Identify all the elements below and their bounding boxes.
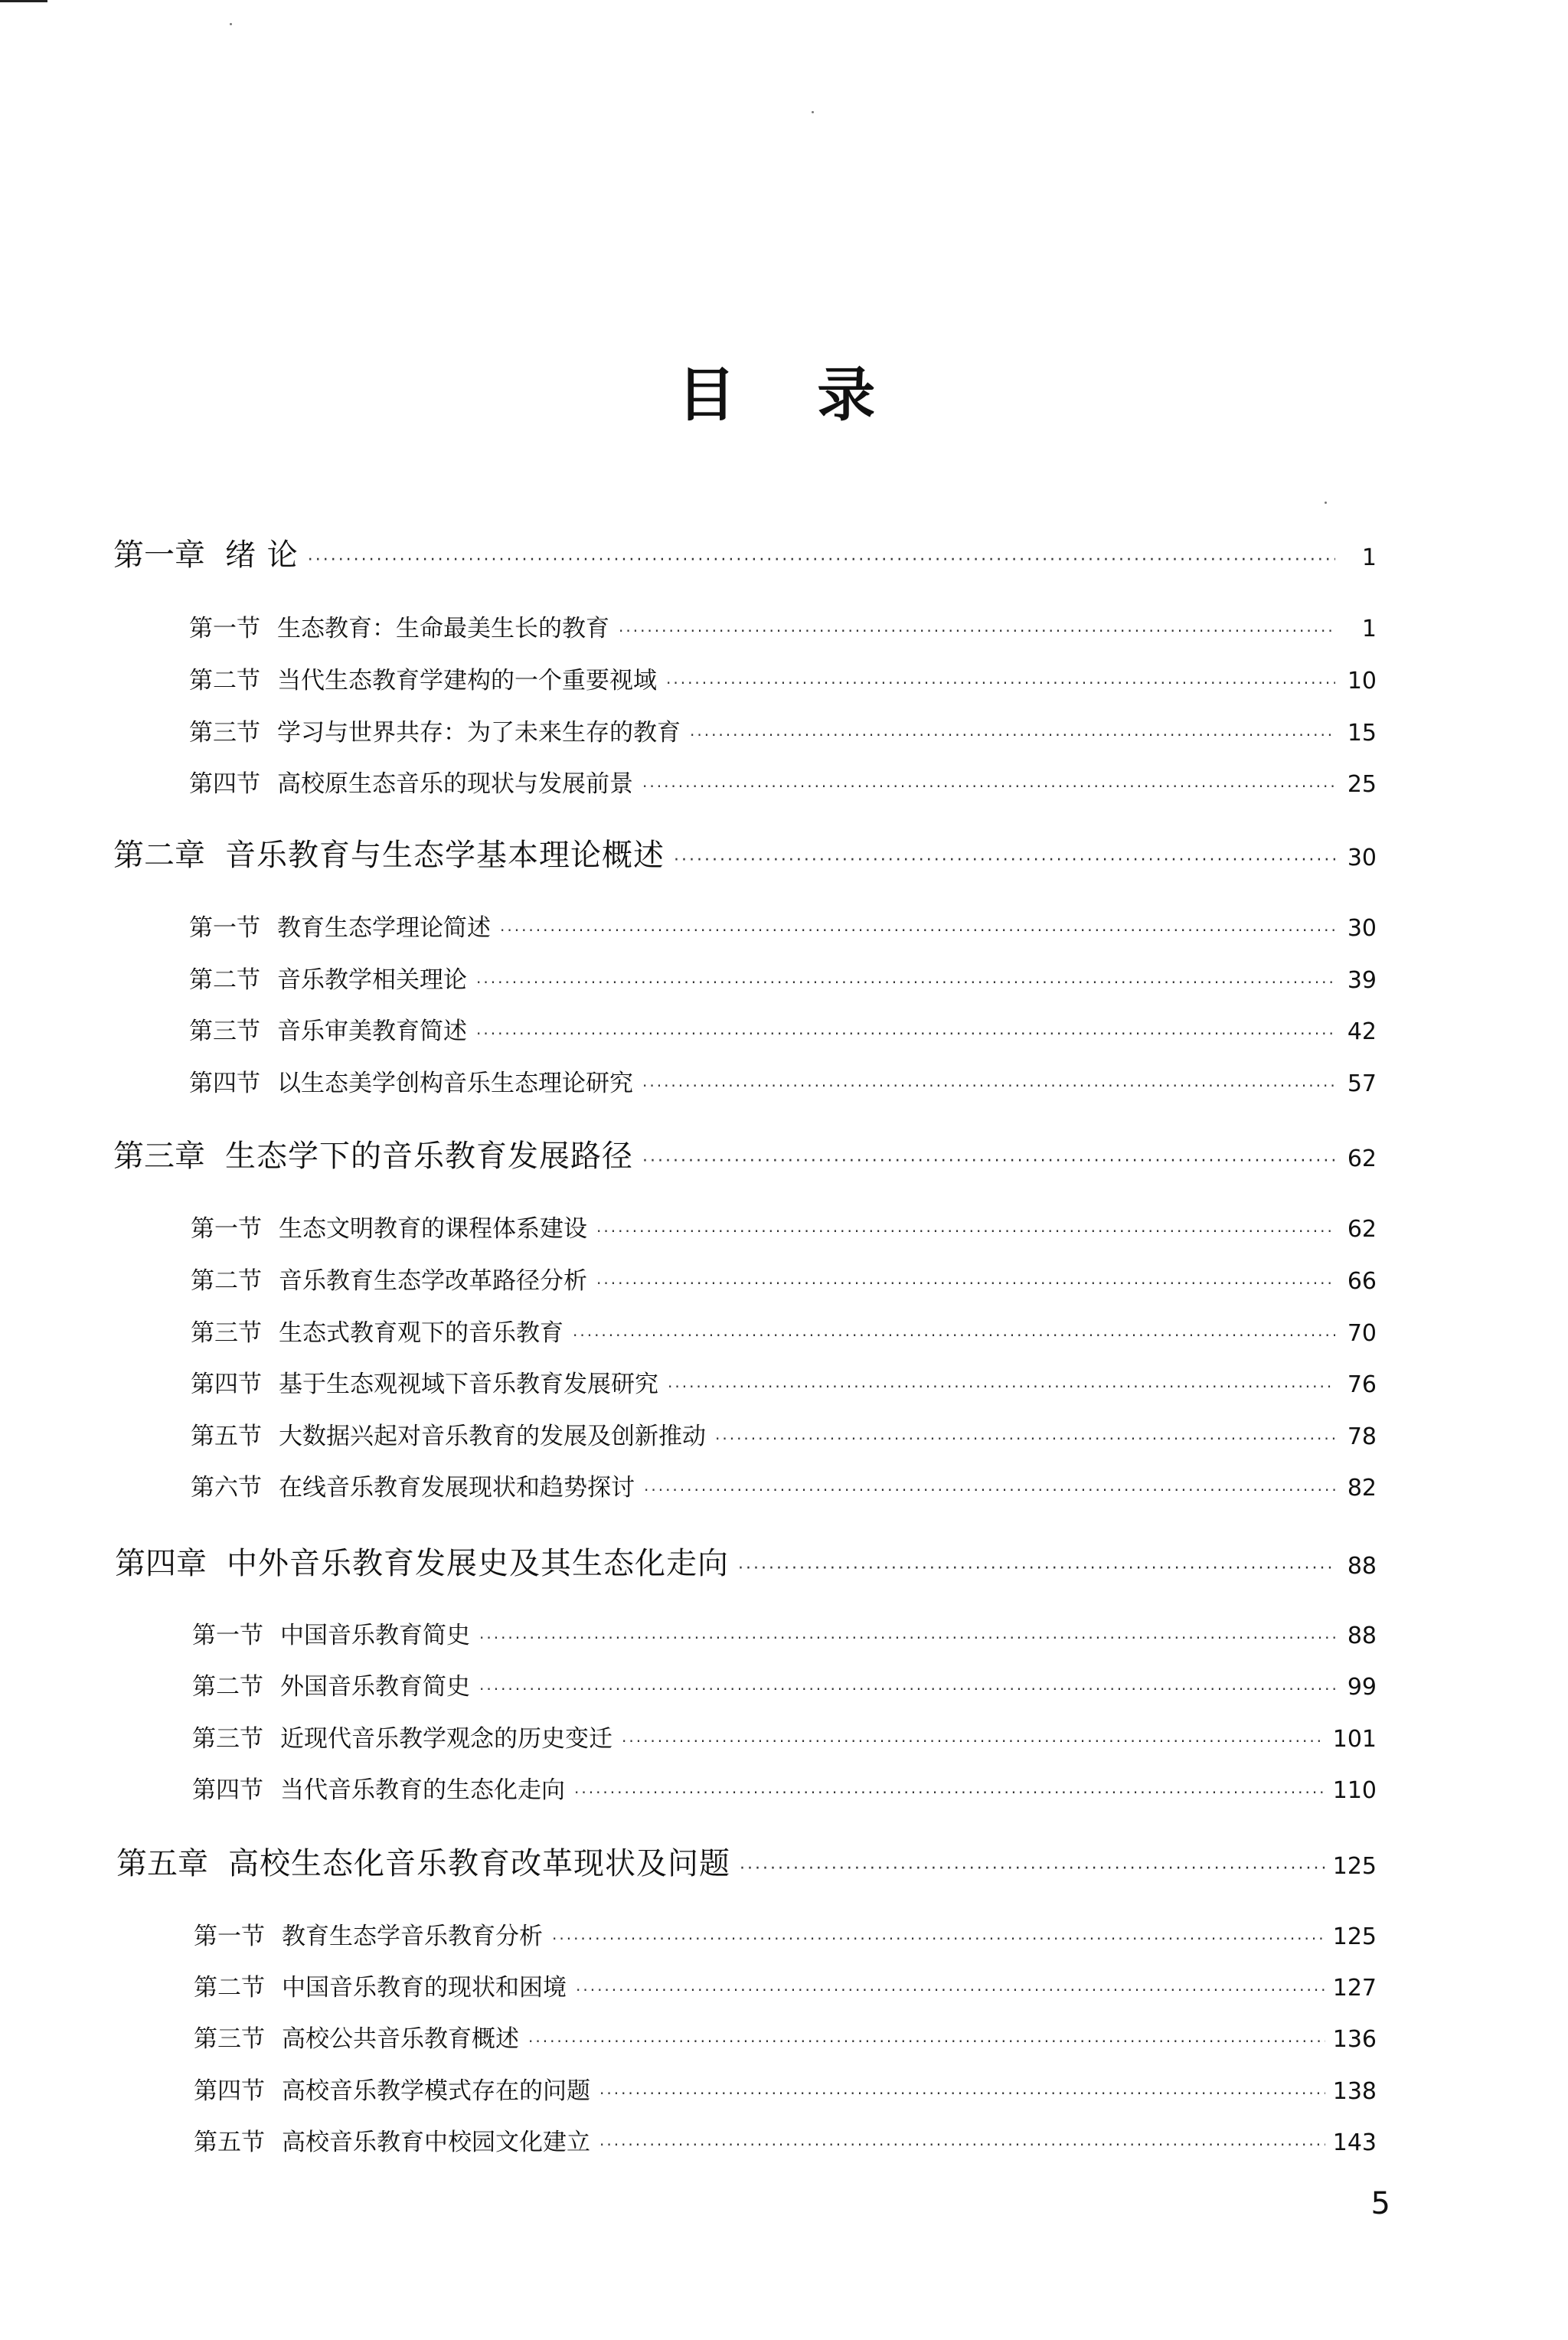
chapter-number: 第一章 <box>113 538 205 573</box>
section-page: 127 <box>1332 1975 1377 2002</box>
chapter-page: 88 <box>1347 1553 1377 1580</box>
section-title: 学习与世界共存：为了未来生存的教育 <box>277 719 681 747</box>
section-number: 第四节 <box>189 770 260 798</box>
dot-leader <box>644 1481 1335 1499</box>
toc-section[interactable] <box>194 1968 1377 2002</box>
dot-leader <box>715 1430 1335 1448</box>
section-title: 教育生态学音乐教育分析 <box>282 1923 543 1950</box>
section-title: 生态文明教育的课程体系建设 <box>279 1215 587 1243</box>
toc-chapter[interactable] <box>115 1539 1377 1583</box>
section-page: 42 <box>1347 1018 1377 1045</box>
chapter-page: 62 <box>1347 1145 1377 1172</box>
section-page: 66 <box>1347 1268 1377 1295</box>
section-number: 第一节 <box>192 1622 263 1649</box>
section-number: 第二节 <box>189 667 260 694</box>
section-title: 近现代音乐教学观念的历史变迁 <box>280 1725 612 1753</box>
toc-section[interactable] <box>192 1667 1377 1701</box>
section-page: 1 <box>1361 616 1377 642</box>
scan-speck <box>812 111 814 113</box>
dot-leader <box>596 1274 1335 1293</box>
toc-chapter[interactable] <box>113 531 1377 574</box>
toc-chapter[interactable] <box>113 831 1377 874</box>
toc-chapter[interactable] <box>113 1132 1377 1175</box>
toc-section[interactable] <box>189 713 1377 747</box>
section-page: 110 <box>1332 1777 1377 1804</box>
toc-section[interactable] <box>189 661 1377 695</box>
section-page: 82 <box>1347 1475 1377 1502</box>
chapter-number: 第二章 <box>113 838 205 873</box>
dot-leader <box>666 674 1335 692</box>
section-title: 在线音乐教育发展现状和趋势探讨 <box>279 1474 635 1502</box>
toc-section[interactable] <box>189 960 1377 995</box>
dot-leader <box>528 2032 1325 2051</box>
section-number: 第四节 <box>189 1070 260 1097</box>
toc-section[interactable] <box>189 764 1377 799</box>
section-page: 70 <box>1347 1320 1377 1347</box>
section-page: 39 <box>1347 967 1377 994</box>
section-title: 以生态美学创构音乐生态理论研究 <box>277 1070 633 1097</box>
toc-section[interactable] <box>192 1770 1377 1805</box>
dot-leader <box>476 973 1335 992</box>
section-title: 中国音乐教育的现状和困境 <box>282 1974 567 2002</box>
section-number: 第二节 <box>191 1267 262 1295</box>
section-title: 基于生态观视域下音乐教育发展研究 <box>279 1371 658 1398</box>
dot-leader <box>552 1930 1325 1948</box>
chapter-number: 第四章 <box>115 1546 207 1581</box>
dot-leader <box>599 2084 1325 2103</box>
page-number: 5 <box>1370 2186 1390 2221</box>
dot-leader <box>574 1783 1325 1802</box>
dot-leader <box>642 1152 1335 1171</box>
section-number: 第六节 <box>191 1474 262 1502</box>
dot-leader <box>576 1981 1325 1999</box>
section-page: 143 <box>1332 2129 1377 2156</box>
chapter-number: 第五章 <box>116 1846 208 1881</box>
section-page: 57 <box>1347 1070 1377 1097</box>
dot-leader <box>738 1559 1335 1578</box>
chapter-page: 30 <box>1347 845 1377 871</box>
dot-leader <box>476 1025 1335 1043</box>
chapter-title: 高校生态化音乐教育改革现状及问题 <box>228 1846 730 1881</box>
dot-leader <box>479 1629 1335 1647</box>
section-number: 第二节 <box>189 966 260 994</box>
toc-section[interactable] <box>191 1313 1377 1348</box>
section-title: 当代音乐教育的生态化走向 <box>280 1776 565 1804</box>
toc-section[interactable] <box>191 1209 1377 1244</box>
dot-leader <box>479 1680 1335 1698</box>
toc-section[interactable] <box>191 1468 1377 1502</box>
section-page: 88 <box>1347 1623 1377 1649</box>
toc-chapter[interactable] <box>116 1839 1377 1883</box>
dot-leader <box>573 1326 1335 1345</box>
scan-speck <box>1325 502 1327 504</box>
section-number: 第五节 <box>194 2129 265 2156</box>
toc-section[interactable] <box>189 609 1377 643</box>
section-title: 大数据兴起对音乐教育的发展及创新推动 <box>279 1423 706 1450</box>
chapter-page: 125 <box>1332 1853 1377 1880</box>
section-page: 25 <box>1347 771 1377 798</box>
section-title: 音乐教学相关理论 <box>277 966 467 994</box>
toc-section[interactable] <box>194 2019 1377 2054</box>
section-title: 音乐教育生态学改革路径分析 <box>279 1267 587 1295</box>
scan-speck <box>230 23 232 25</box>
section-number: 第一节 <box>194 1923 265 1950</box>
section-page: 76 <box>1347 1371 1377 1398</box>
section-number: 第三节 <box>191 1319 262 1347</box>
section-page: 125 <box>1332 1923 1377 1950</box>
chapter-title: 中外音乐教育发展史及其生态化走向 <box>227 1546 729 1581</box>
section-title: 高校公共音乐教育概述 <box>282 2025 519 2053</box>
section-number: 第四节 <box>192 1776 263 1804</box>
scan-corner-mark <box>0 0 47 2</box>
section-number: 第四节 <box>191 1371 262 1398</box>
dot-leader <box>642 1077 1335 1095</box>
section-page: 101 <box>1332 1726 1377 1753</box>
page-title: 目 录 <box>677 361 906 429</box>
toc-section[interactable] <box>194 2123 1377 2157</box>
toc-section[interactable] <box>189 1011 1377 1046</box>
section-number: 第三节 <box>192 1725 263 1753</box>
section-page: 30 <box>1347 915 1377 942</box>
section-page: 99 <box>1347 1674 1377 1701</box>
toc-section[interactable] <box>194 1917 1377 1951</box>
section-title: 高校音乐教学模式存在的问题 <box>282 2077 590 2105</box>
section-number: 第三节 <box>194 2025 265 2053</box>
section-title: 高校原生态音乐的现状与发展前景 <box>277 770 633 798</box>
section-title: 教育生态学理论简述 <box>277 914 491 942</box>
section-page: 15 <box>1347 720 1377 747</box>
chapter-page: 1 <box>1361 544 1377 571</box>
dot-leader <box>596 1222 1335 1240</box>
section-title: 当代生态教育学建构的一个重要视域 <box>277 667 657 694</box>
section-number: 第一节 <box>191 1215 262 1243</box>
section-number: 第一节 <box>189 615 260 642</box>
dot-leader <box>599 2136 1325 2154</box>
section-title: 高校音乐教育中校园文化建立 <box>282 2129 590 2156</box>
section-number: 第一节 <box>189 914 260 942</box>
chapter-title: 绪 论 <box>225 538 299 573</box>
section-title: 生态式教育观下的音乐教育 <box>279 1319 564 1347</box>
toc-section[interactable] <box>191 1261 1377 1296</box>
section-number: 第三节 <box>189 1018 260 1045</box>
section-title: 音乐审美教育简述 <box>277 1018 467 1045</box>
toc-section[interactable] <box>191 1417 1377 1451</box>
chapter-number: 第三章 <box>113 1139 205 1174</box>
chapter-title: 生态学下的音乐教育发展路径 <box>225 1139 633 1174</box>
dot-leader <box>740 1859 1325 1878</box>
dot-leader <box>674 851 1335 870</box>
section-title: 中国音乐教育简史 <box>280 1622 470 1649</box>
section-page: 138 <box>1332 2078 1377 2105</box>
section-title: 生态教育：生命最美生长的教育 <box>277 615 609 642</box>
dot-leader <box>642 777 1335 796</box>
section-number: 第三节 <box>189 719 260 747</box>
section-number: 第二节 <box>192 1673 263 1701</box>
toc-section[interactable] <box>194 2071 1377 2106</box>
dot-leader <box>668 1378 1335 1396</box>
toc-section[interactable] <box>189 1064 1377 1098</box>
section-page: 136 <box>1332 2026 1377 2053</box>
section-number: 第二节 <box>194 1974 265 2002</box>
toc-section[interactable] <box>192 1616 1377 1650</box>
section-number: 第五节 <box>191 1423 262 1450</box>
dot-leader <box>690 726 1335 744</box>
section-page: 10 <box>1347 668 1377 694</box>
dot-leader <box>622 1732 1325 1750</box>
toc-section[interactable] <box>189 908 1377 943</box>
section-title: 外国音乐教育简史 <box>280 1673 470 1701</box>
section-number: 第四节 <box>194 2077 265 2105</box>
dot-leader <box>500 921 1335 940</box>
dot-leader <box>308 551 1335 570</box>
dot-leader <box>619 622 1335 640</box>
chapter-title: 音乐教育与生态学基本理论概述 <box>225 838 665 873</box>
toc-section[interactable] <box>192 1719 1377 1753</box>
section-page: 62 <box>1347 1216 1377 1243</box>
section-page: 78 <box>1347 1423 1377 1450</box>
toc-section[interactable] <box>191 1364 1377 1399</box>
